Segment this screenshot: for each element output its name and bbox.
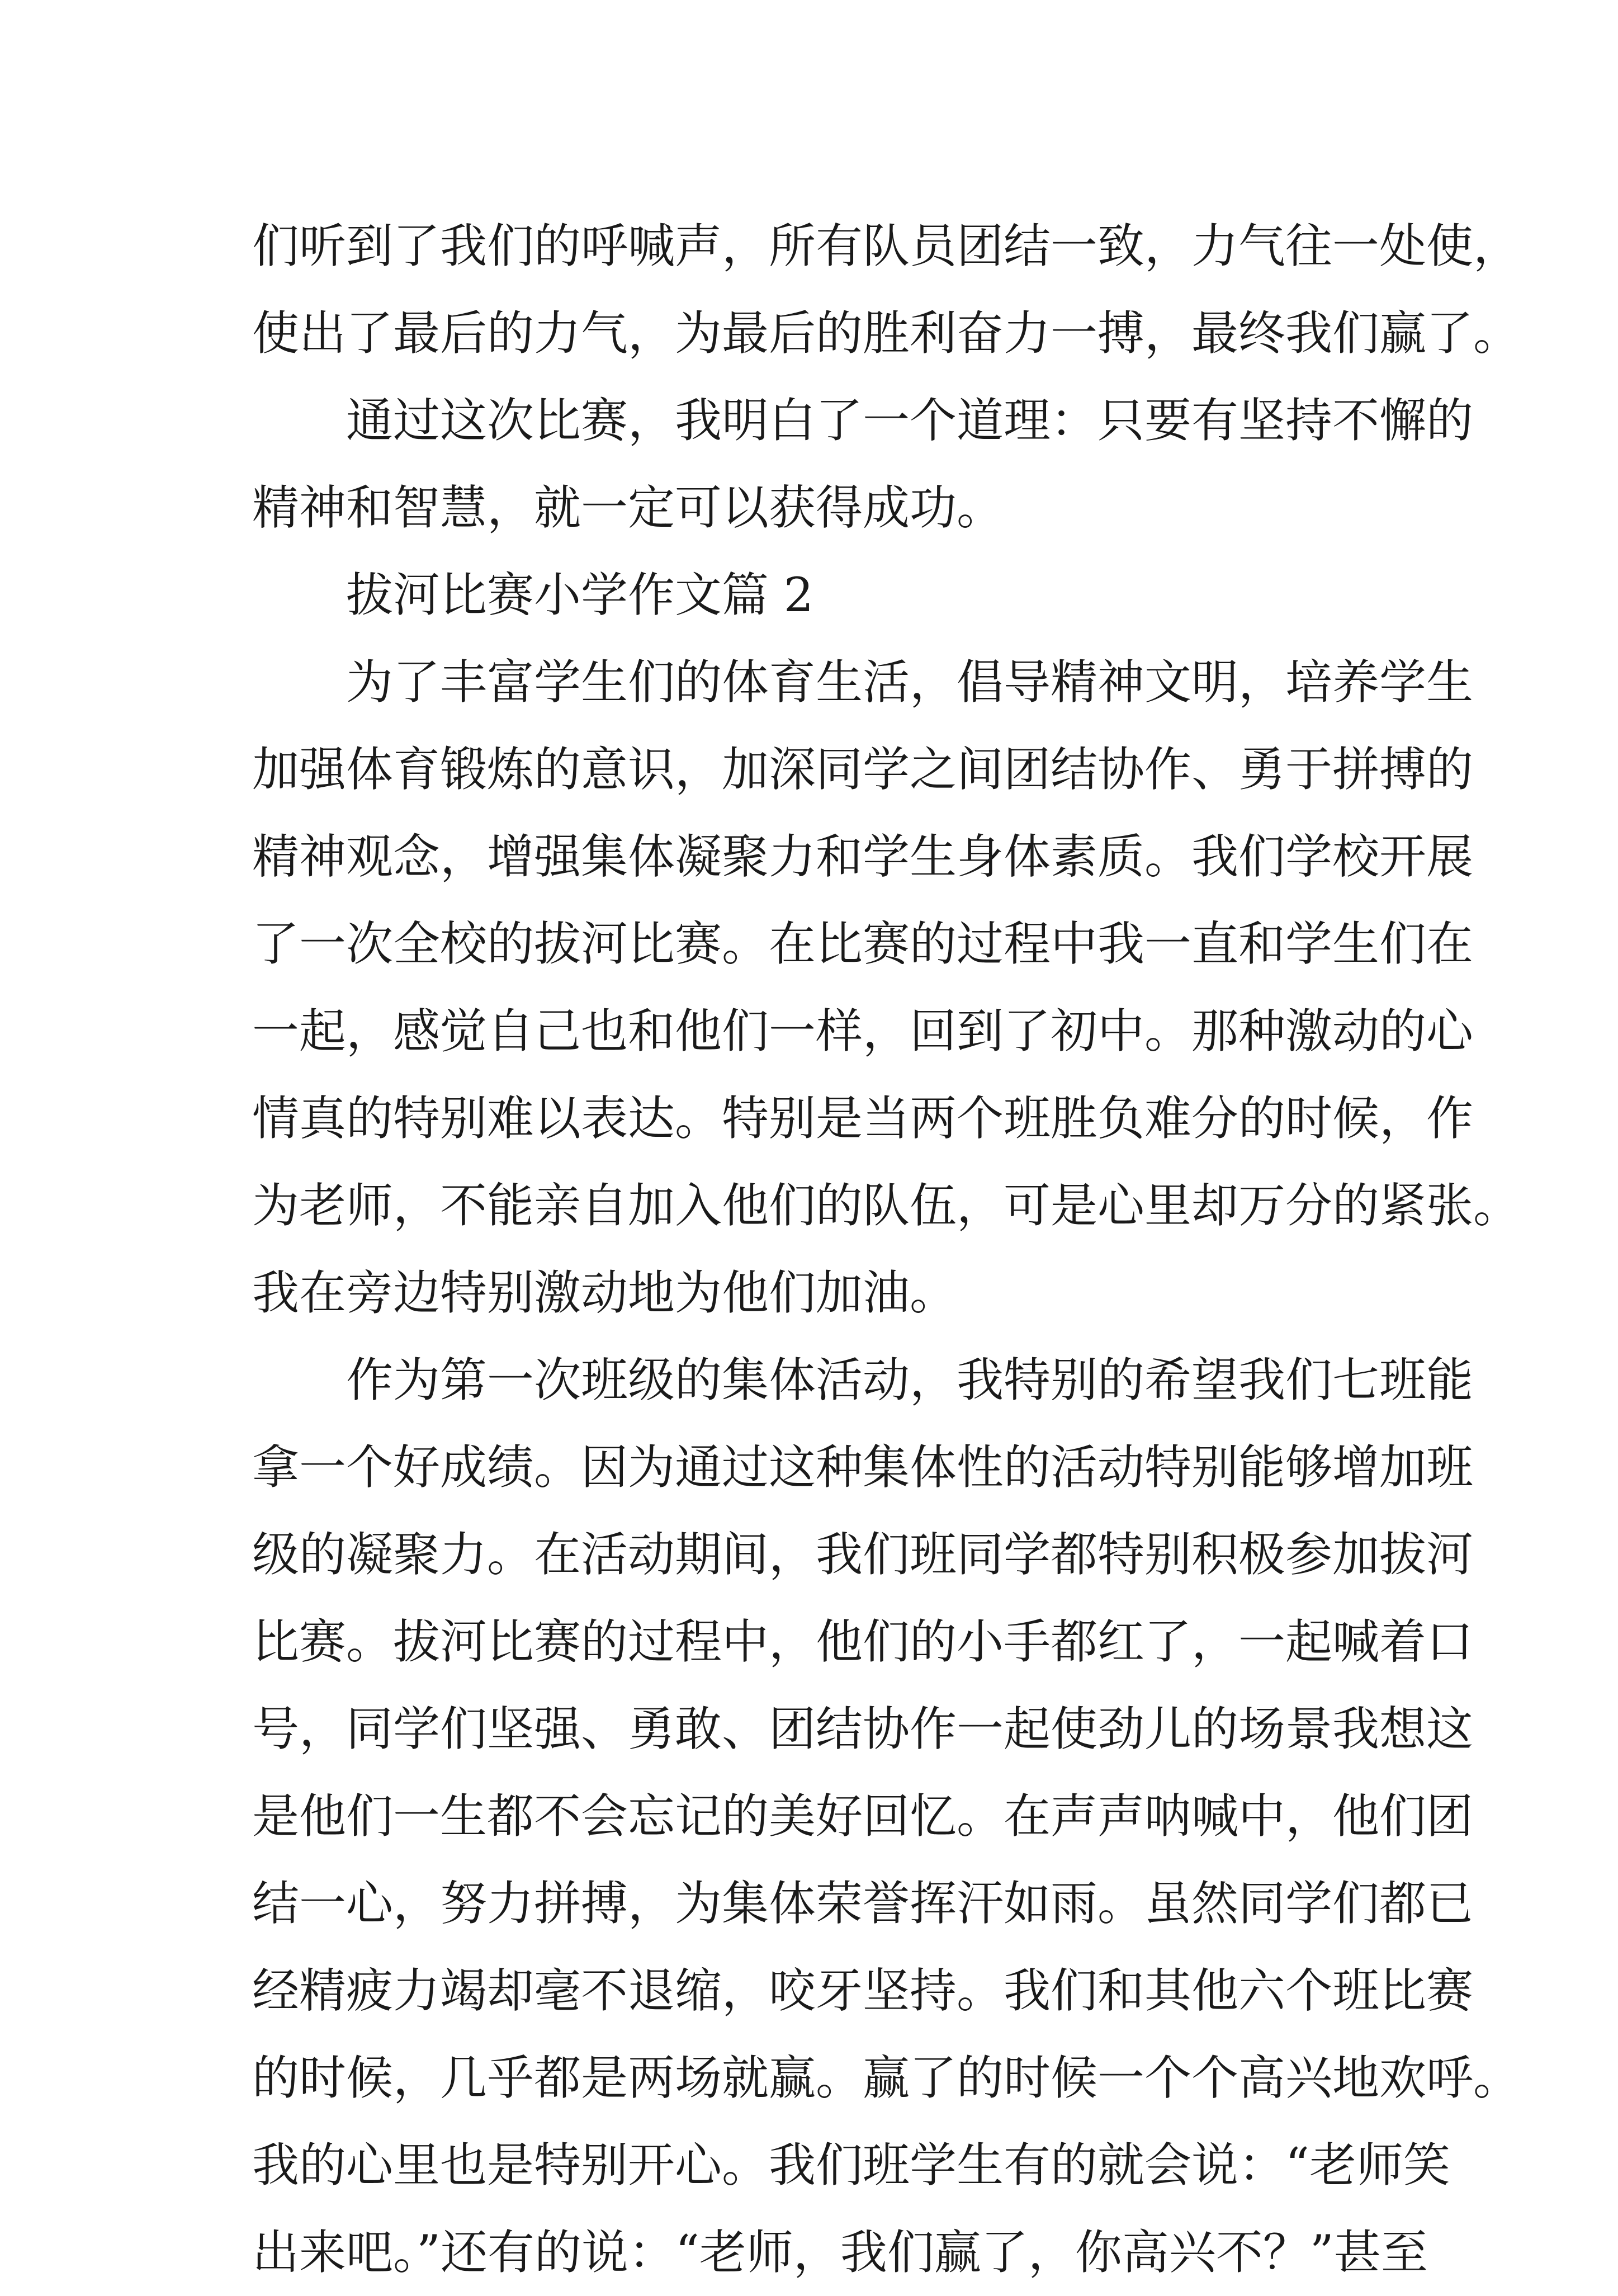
text-line: 比赛。拔河比赛的过程中，他们的小手都红了，一起喊着口 bbox=[252, 1614, 1474, 1669]
text-line: 为老师，不能亲自加入他们的队伍，可是心里却万分的紧张。 bbox=[252, 1178, 1521, 1233]
text-line: 精神和智慧，就一定可以获得成功。 bbox=[252, 480, 1004, 535]
text-line: 精神观念，增强集体凝聚力和学生身体素质。我们学校开展 bbox=[252, 829, 1474, 884]
document-body bbox=[252, 202, 1521, 2296]
text-line: 级的凝聚力。在活动期间，我们班同学都特别积极参加拔河 bbox=[252, 1527, 1474, 1582]
text-line: 一起，感觉自己也和他们一样，回到了初中。那种激动的心 bbox=[252, 1004, 1474, 1059]
paragraph-first-line: 作为第一次班级的集体活动，我特别的希望我们七班能 bbox=[346, 1353, 1474, 1407]
text-line: 加强体育锻炼的意识，加深同学之间团结协作、勇于拼搏的 bbox=[252, 742, 1474, 797]
text-line: 经精疲力竭却毫不退缩，咬牙坚持。我们和其他六个班比赛 bbox=[252, 1963, 1474, 2018]
paragraph-first-line: 为了丰富学生们的体育生活，倡导精神文明，培养学生 bbox=[346, 655, 1474, 710]
text-line: 号，同学们坚强、勇敢、团结协作一起使劲儿的场景我想这 bbox=[252, 1702, 1474, 1756]
text-line: 了一次全校的拔河比赛。在比赛的过程中我一直和学生们在 bbox=[252, 916, 1474, 971]
text-line: 使出了最后的力气，为最后的胜利奋力一搏，最终我们赢了。 bbox=[252, 306, 1521, 361]
text-line: 情真的特别难以表达。特别是当两个班胜负难分的时候，作 bbox=[252, 1091, 1474, 1146]
text-line: 拿一个好成绩。因为通过这种集体性的活动特别能够增加班 bbox=[252, 1440, 1474, 1495]
paragraph-first-line: 通过这次比赛，我明白了一个道理：只要有坚持不懈的 bbox=[346, 393, 1474, 448]
text-line: 出来吧。”还有的说：“老师，我们赢了，你高兴不？”甚至 bbox=[252, 2225, 1428, 2280]
text-line: 我在旁边特别激动地为他们加油。 bbox=[252, 1265, 957, 1320]
text-line: 我的心里也是特别开心。我们班学生有的就会说：“老师笑 bbox=[252, 2138, 1450, 2193]
text-line: 们听到了我们的呼喊声，所有队员团结一致，力气往一处使， bbox=[252, 219, 1521, 273]
text-line: 结一心，努力拼搏，为集体荣誉挥汗如雨。虽然同学们都已 bbox=[252, 1876, 1474, 1931]
text-line: 的时候，几乎都是两场就赢。赢了的时候一个个高兴地欢呼。 bbox=[252, 2051, 1521, 2105]
section-heading: 拔河比赛小学作文篇 2 bbox=[346, 568, 814, 622]
text-line: 是他们一生都不会忘记的美好回忆。在声声呐喊中，他们团 bbox=[252, 1789, 1474, 1844]
